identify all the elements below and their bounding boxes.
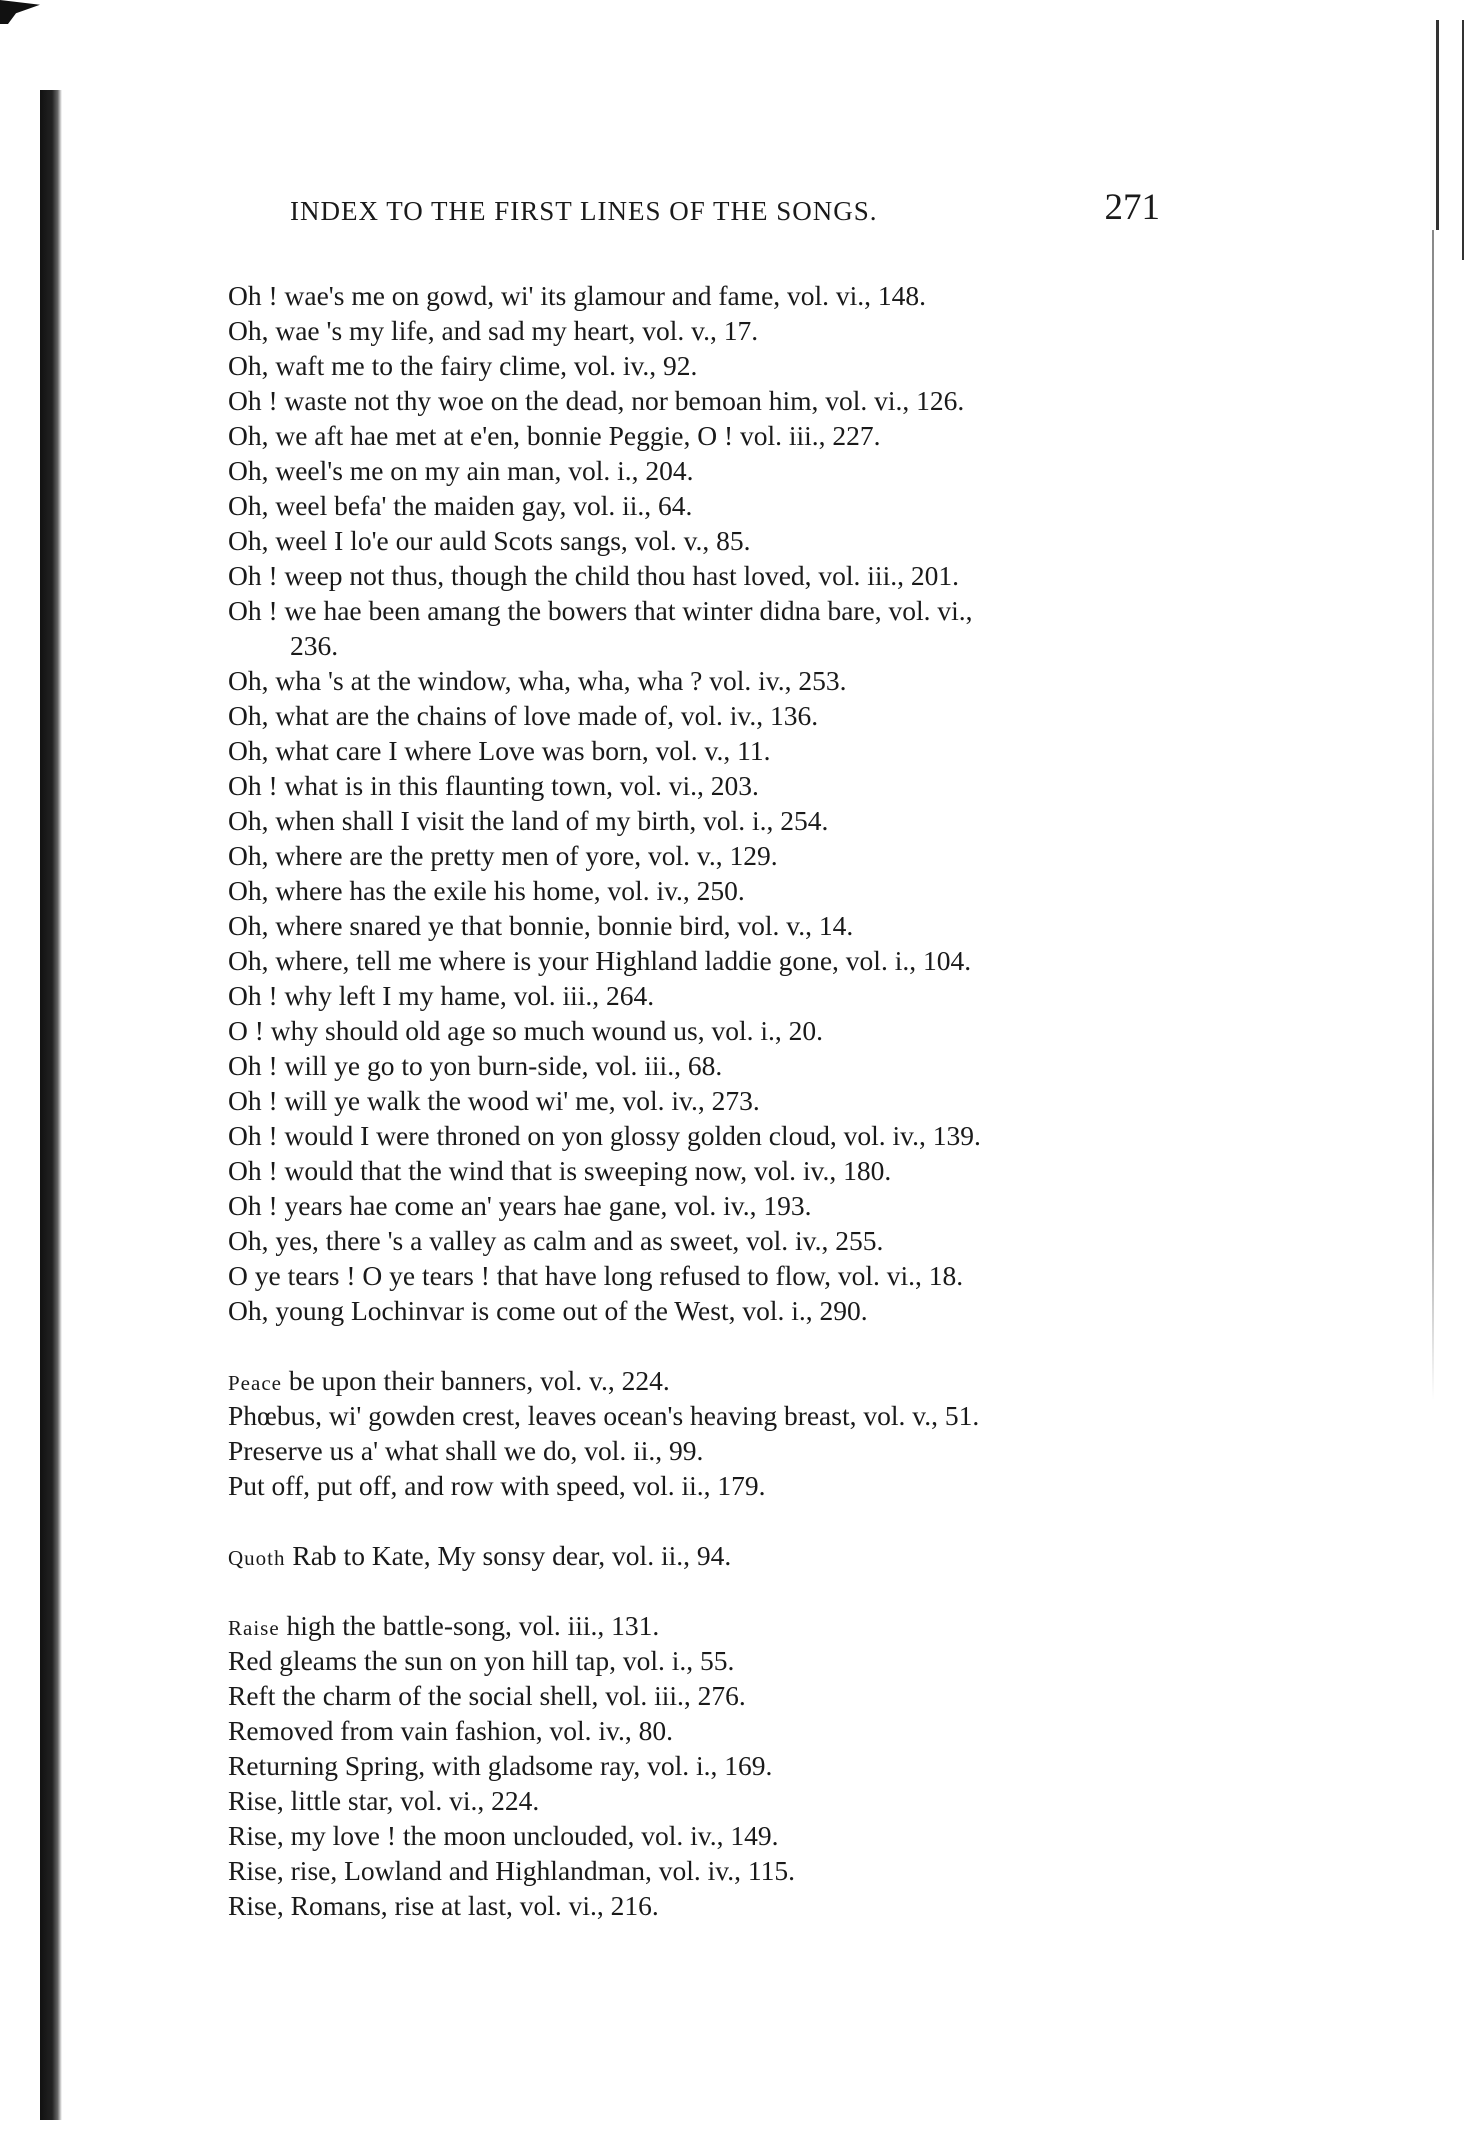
index-entry: Oh ! would that the wind that is sweeping now, vol. iv., 180. [228,1155,892,1186]
index-entry: Oh ! years hae come an' years hae gane, vol. iv., 193. [228,1190,812,1221]
binding-shadow [40,90,62,2120]
index-entry: Oh, where has the exile his home, vol. iv., 250. [228,875,745,906]
index-entry-text: high the battle-song, vol. iii., 131. [279,1610,660,1641]
index-entry: Oh, yes, there 's a valley as calm and as sweet, vol. iv., 255. [228,1225,884,1256]
index-entry: Red gleams the sun on yon hill tap, vol. i., 55. [228,1645,735,1676]
index-entry: O ! why should old age so much wound us, vol. i., 20. [228,1015,824,1046]
index-entry: Rise, little star, vol. vi., 224. [228,1785,540,1816]
index-entry [228,1363,1228,1398]
section-initial-word: Peace [228,1371,282,1395]
page-header [290,186,1160,236]
index-entry: Oh, where, tell me where is your Highland laddie gone, vol. i., 104. [228,945,972,976]
index-entry: Rise, rise, Lowland and Highlandman, vol. iv., 115. [228,1855,795,1886]
index-entry: Rise, Romans, rise at last, vol. vi., 216. [228,1890,659,1921]
index-entry: Returning Spring, with gladsome ray, vol. i., 169. [228,1750,773,1781]
index-entry: Removed from vain fashion, vol. iv., 80. [228,1715,674,1746]
running-title: INDEX TO THE FIRST LINES OF THE SONGS. [290,196,878,226]
index-entry: Oh, weel befa' the maiden gay, vol. ii., 64. [228,490,693,521]
index-entry-text: be upon their banners, vol. v., 224. [281,1365,670,1396]
index-entry: Oh, what are the chains of love made of, vol. iv., 136. [228,700,819,731]
index-entry-line: Oh ! we hae been amang the bowers that winter didna bare, vol. vi., [228,595,973,626]
index-entry: O ye tears ! O ye tears ! that have long refused to flow, vol. vi., 18. [228,1260,964,1291]
index-entry [228,1538,1228,1573]
page-number: 271 [1104,187,1160,228]
index-entry: Phœbus, wi' gowden crest, leaves ocean's heaving breast, vol. v., 51. [228,1400,980,1431]
index-entry: Put off, put off, and row with speed, vol. ii., 179. [228,1470,766,1501]
section-gap [228,1328,1228,1363]
index-entry: Oh, young Lochinvar is come out of the West, vol. i., 290. [228,1295,868,1326]
index-entry: Oh ! will ye go to yon burn-side, vol. iii., 68. [228,1050,723,1081]
section-initial-word: Quoth [228,1546,286,1570]
section-gap [228,1503,1228,1538]
index-entry [228,1608,1228,1643]
index-entry: Oh, waft me to the fairy clime, vol. iv., 92. [228,350,698,381]
index-entry: Oh ! wae's me on gowd, wi' its glamour and fame, vol. vi., 148. [228,280,927,311]
scan-edge-line [1462,20,1464,260]
index-entry: Oh, weel's me on my ain man, vol. i., 204. [228,455,694,486]
index-entry: Oh, weel I lo'e our auld Scots sangs, vol. v., 85. [228,525,751,556]
index-entry-continuation: 236. [290,630,339,661]
index-entry: Oh ! why left I my hame, vol. iii., 264. [228,980,655,1011]
index-entry: Reft the charm of the social shell, vol. iii., 276. [228,1680,746,1711]
index-entry: Oh ! waste not thy woe on the dead, nor bemoan him, vol. vi., 126. [228,385,965,416]
section-gap [228,1573,1228,1608]
scan-edge-line [1436,20,1439,230]
index-entry: Oh ! what is in this flaunting town, vol. vi., 203. [228,770,759,801]
index-entry: Oh, wae 's my life, and sad my heart, vol. v., 17. [228,315,759,346]
index-entry-text: Rab to Kate, My sonsy dear, vol. ii., 94. [285,1540,732,1571]
index-entry: Oh, we aft hae met at e'en, bonnie Peggie, O ! vol. iii., 227. [228,420,881,451]
index-entry: Preserve us a' what shall we do, vol. ii., 99. [228,1435,704,1466]
index-entry: Oh ! would I were throned on yon glossy golden cloud, vol. iv., 139. [228,1120,981,1151]
scan-corner-mark [0,0,40,24]
index-entry: Oh ! weep not thus, though the child thou hast loved, vol. iii., 201. [228,560,959,591]
index-entries [228,278,1228,1923]
index-entry: Rise, my love ! the moon unclouded, vol. iv., 149. [228,1820,779,1851]
section-initial-word: Raise [228,1616,280,1640]
index-entry-wrapped [228,593,1228,663]
index-entry: Oh, where snared ye that bonnie, bonnie bird, vol. v., 14. [228,910,854,941]
index-entry: Oh, when shall I visit the land of my birth, vol. i., 254. [228,805,829,836]
index-entry: Oh, wha 's at the window, wha, wha, wha ? vol. iv., 253. [228,665,847,696]
index-entry: Oh, where are the pretty men of yore, vol. v., 129. [228,840,778,871]
index-entry: Oh, what care I where Love was born, vol. v., 11. [228,735,771,766]
index-entry: Oh ! will ye walk the wood wi' me, vol. iv., 273. [228,1085,760,1116]
scan-edge-line [1432,230,1434,1400]
